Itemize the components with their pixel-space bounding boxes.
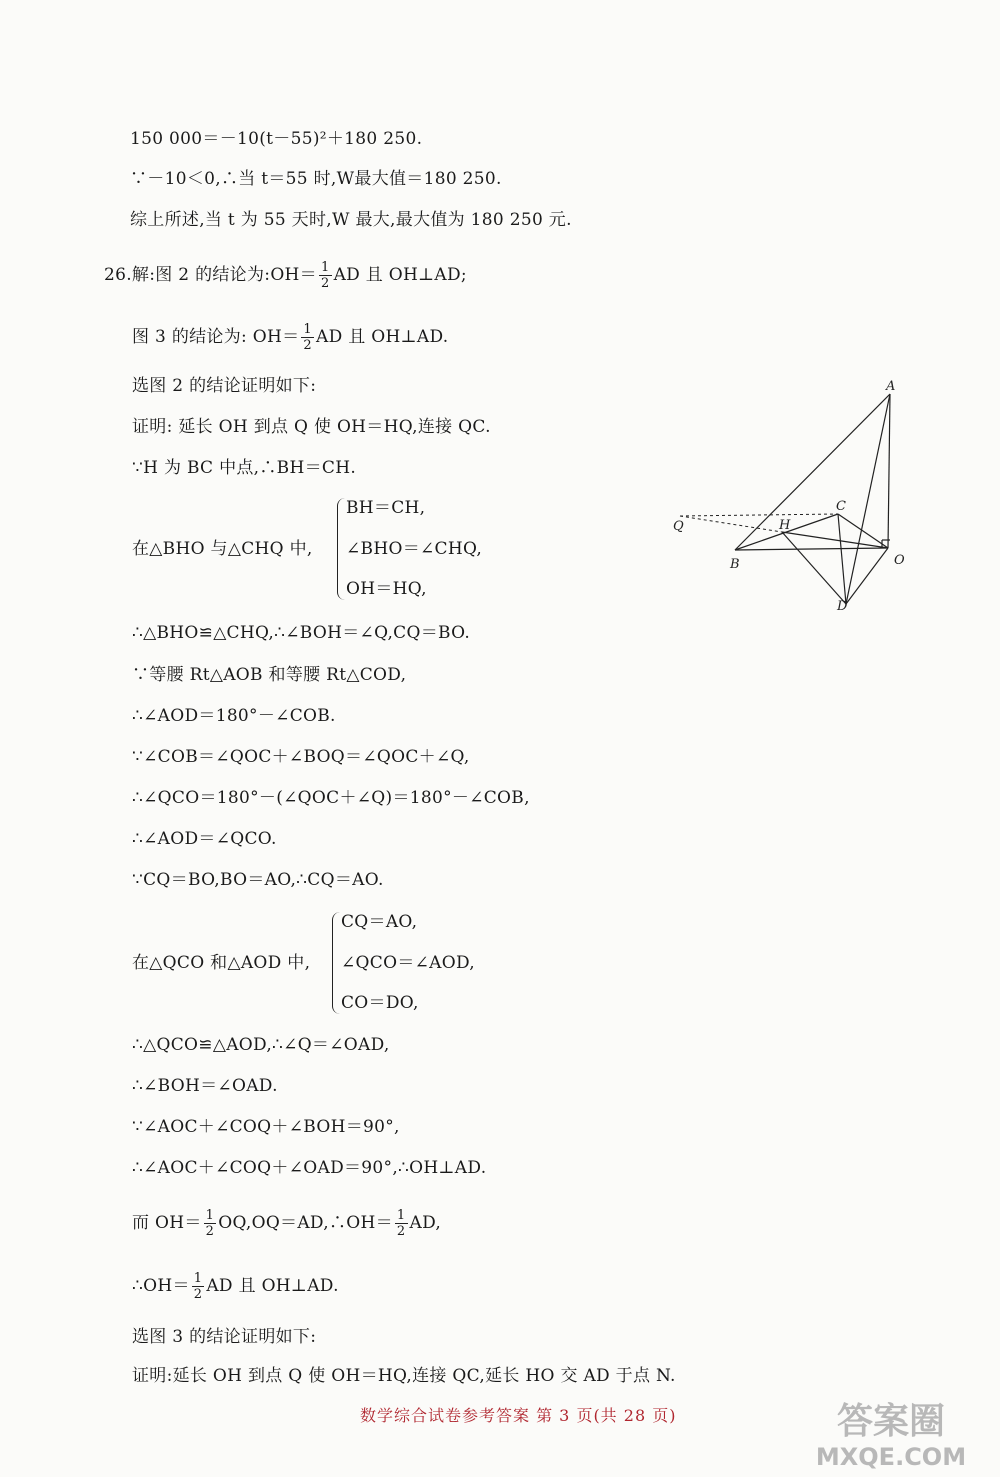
line-6: 选图 2 的结论证明如下:	[132, 376, 317, 396]
segment-CO	[838, 514, 888, 548]
segment-QC	[680, 514, 838, 516]
case-3: OH＝HQ,	[346, 579, 427, 599]
fraction: $\frac{1}{2}$	[320, 260, 330, 291]
segment-HO	[782, 532, 888, 548]
line-15: ∴∠AOD＝∠QCO.	[132, 829, 277, 849]
line-13: ∵∠COB＝∠QOC＋∠BOQ＝∠QOC＋∠Q,	[132, 747, 470, 767]
line-2: ∵－10＜0,∴当 t＝55 时,W最大值＝180 250.	[130, 169, 502, 189]
page-footer: 数学综合试卷参考答案 第 3 页(共 28 页)	[360, 1406, 677, 1425]
line-17-prefix: 在△QCO 和△AOD 中,	[132, 953, 311, 973]
line-14: ∴∠QCO＝180°－(∠QOC＋∠Q)＝180°－∠COB,	[132, 788, 530, 808]
watermark-title: 答案圈	[836, 1401, 946, 1442]
label-C: C	[836, 499, 846, 514]
case-2: ∠BHO＝∠CHQ,	[346, 539, 483, 559]
fraction: $\frac{1}{2}$	[396, 1208, 406, 1239]
line-22: 而 OH＝ $\frac{1}{2}$ OQ,OQ＝AD,∴OH＝ $\frac{1}{2}$ AD,	[132, 1208, 442, 1239]
line-21: ∴∠AOC＋∠COQ＋∠OAD＝90°,∴OH⊥AD.	[132, 1158, 487, 1178]
watermark-url: MXQE.COM	[815, 1443, 967, 1471]
line-11: ∵等腰 Rt△AOB 和等腰 Rt△COD,	[132, 665, 407, 685]
segment-BO	[735, 548, 888, 550]
line-16: ∵CQ＝BO,BO＝AO,∴CQ＝AO.	[132, 870, 384, 890]
line-9-prefix: 在△BHO 与△CHQ 中,	[132, 539, 313, 559]
line-1: 150 000＝－10(t－55)²＋180 250.	[130, 129, 423, 149]
line-10: ∴△BHO≌△CHQ,∴∠BOH＝∠Q,CQ＝BO.	[132, 623, 471, 643]
case-2: ∠QCO＝∠AOD,	[341, 953, 476, 973]
segment-AO	[888, 394, 890, 548]
line-12: ∴∠AOD＝180°－∠COB.	[132, 706, 336, 726]
label-D: D	[837, 599, 848, 614]
line-8: ∵H 为 BC 中点,∴BH＝CH.	[132, 458, 357, 478]
case-1: BH＝CH,	[346, 498, 426, 518]
line-18: ∴△QCO≌△AOD,∴∠Q＝∠OAD,	[132, 1035, 390, 1055]
line-25: 证明:延长 OH 到点 Q 使 OH＝HQ,连接 QC,延长 HO 交 AD 于点 N.	[132, 1366, 676, 1386]
geometry-figure	[660, 378, 920, 618]
fraction: $\frac{1}{2}$	[193, 1271, 203, 1302]
case-3: CO＝DO,	[341, 993, 419, 1013]
label-A: A	[886, 379, 896, 394]
case-1: CQ＝AO,	[341, 912, 418, 932]
segment-AB	[735, 394, 890, 550]
watermark	[796, 1393, 986, 1471]
label-B: B	[730, 557, 740, 572]
segment-AD	[846, 394, 890, 604]
label-Q: Q	[673, 519, 684, 534]
segment-CD	[838, 514, 846, 604]
line-23: ∴OH＝ $\frac{1}{2}$ AD 且 OH⊥AD.	[132, 1271, 339, 1302]
line-5: 图 3 的结论为: OH＝ $\frac{1}{2}$ AD 且 OH⊥AD.	[132, 322, 449, 353]
fraction: $\frac{1}{2}$	[205, 1208, 215, 1239]
fraction: $\frac{1}{2}$	[303, 322, 312, 353]
line-7: 证明: 延长 OH 到点 Q 使 OH＝HQ,连接 QC.	[132, 417, 491, 437]
label-H: H	[779, 518, 791, 533]
line-24: 选图 3 的结论证明如下:	[132, 1327, 317, 1347]
line-19: ∴∠BOH＝∠OAD.	[132, 1076, 278, 1096]
line-4: 26.解:图 2 的结论为:OH＝ $\frac{1}{2}$ AD 且 OH⊥AD;	[104, 260, 467, 291]
label-O: O	[894, 553, 905, 568]
segment-HD	[782, 532, 846, 604]
line-20: ∵∠AOC＋∠COQ＋∠BOH＝90°,	[132, 1117, 400, 1137]
line-3: 综上所述,当 t 为 55 天时,W 最大,最大值为 180 250 元.	[130, 210, 572, 230]
